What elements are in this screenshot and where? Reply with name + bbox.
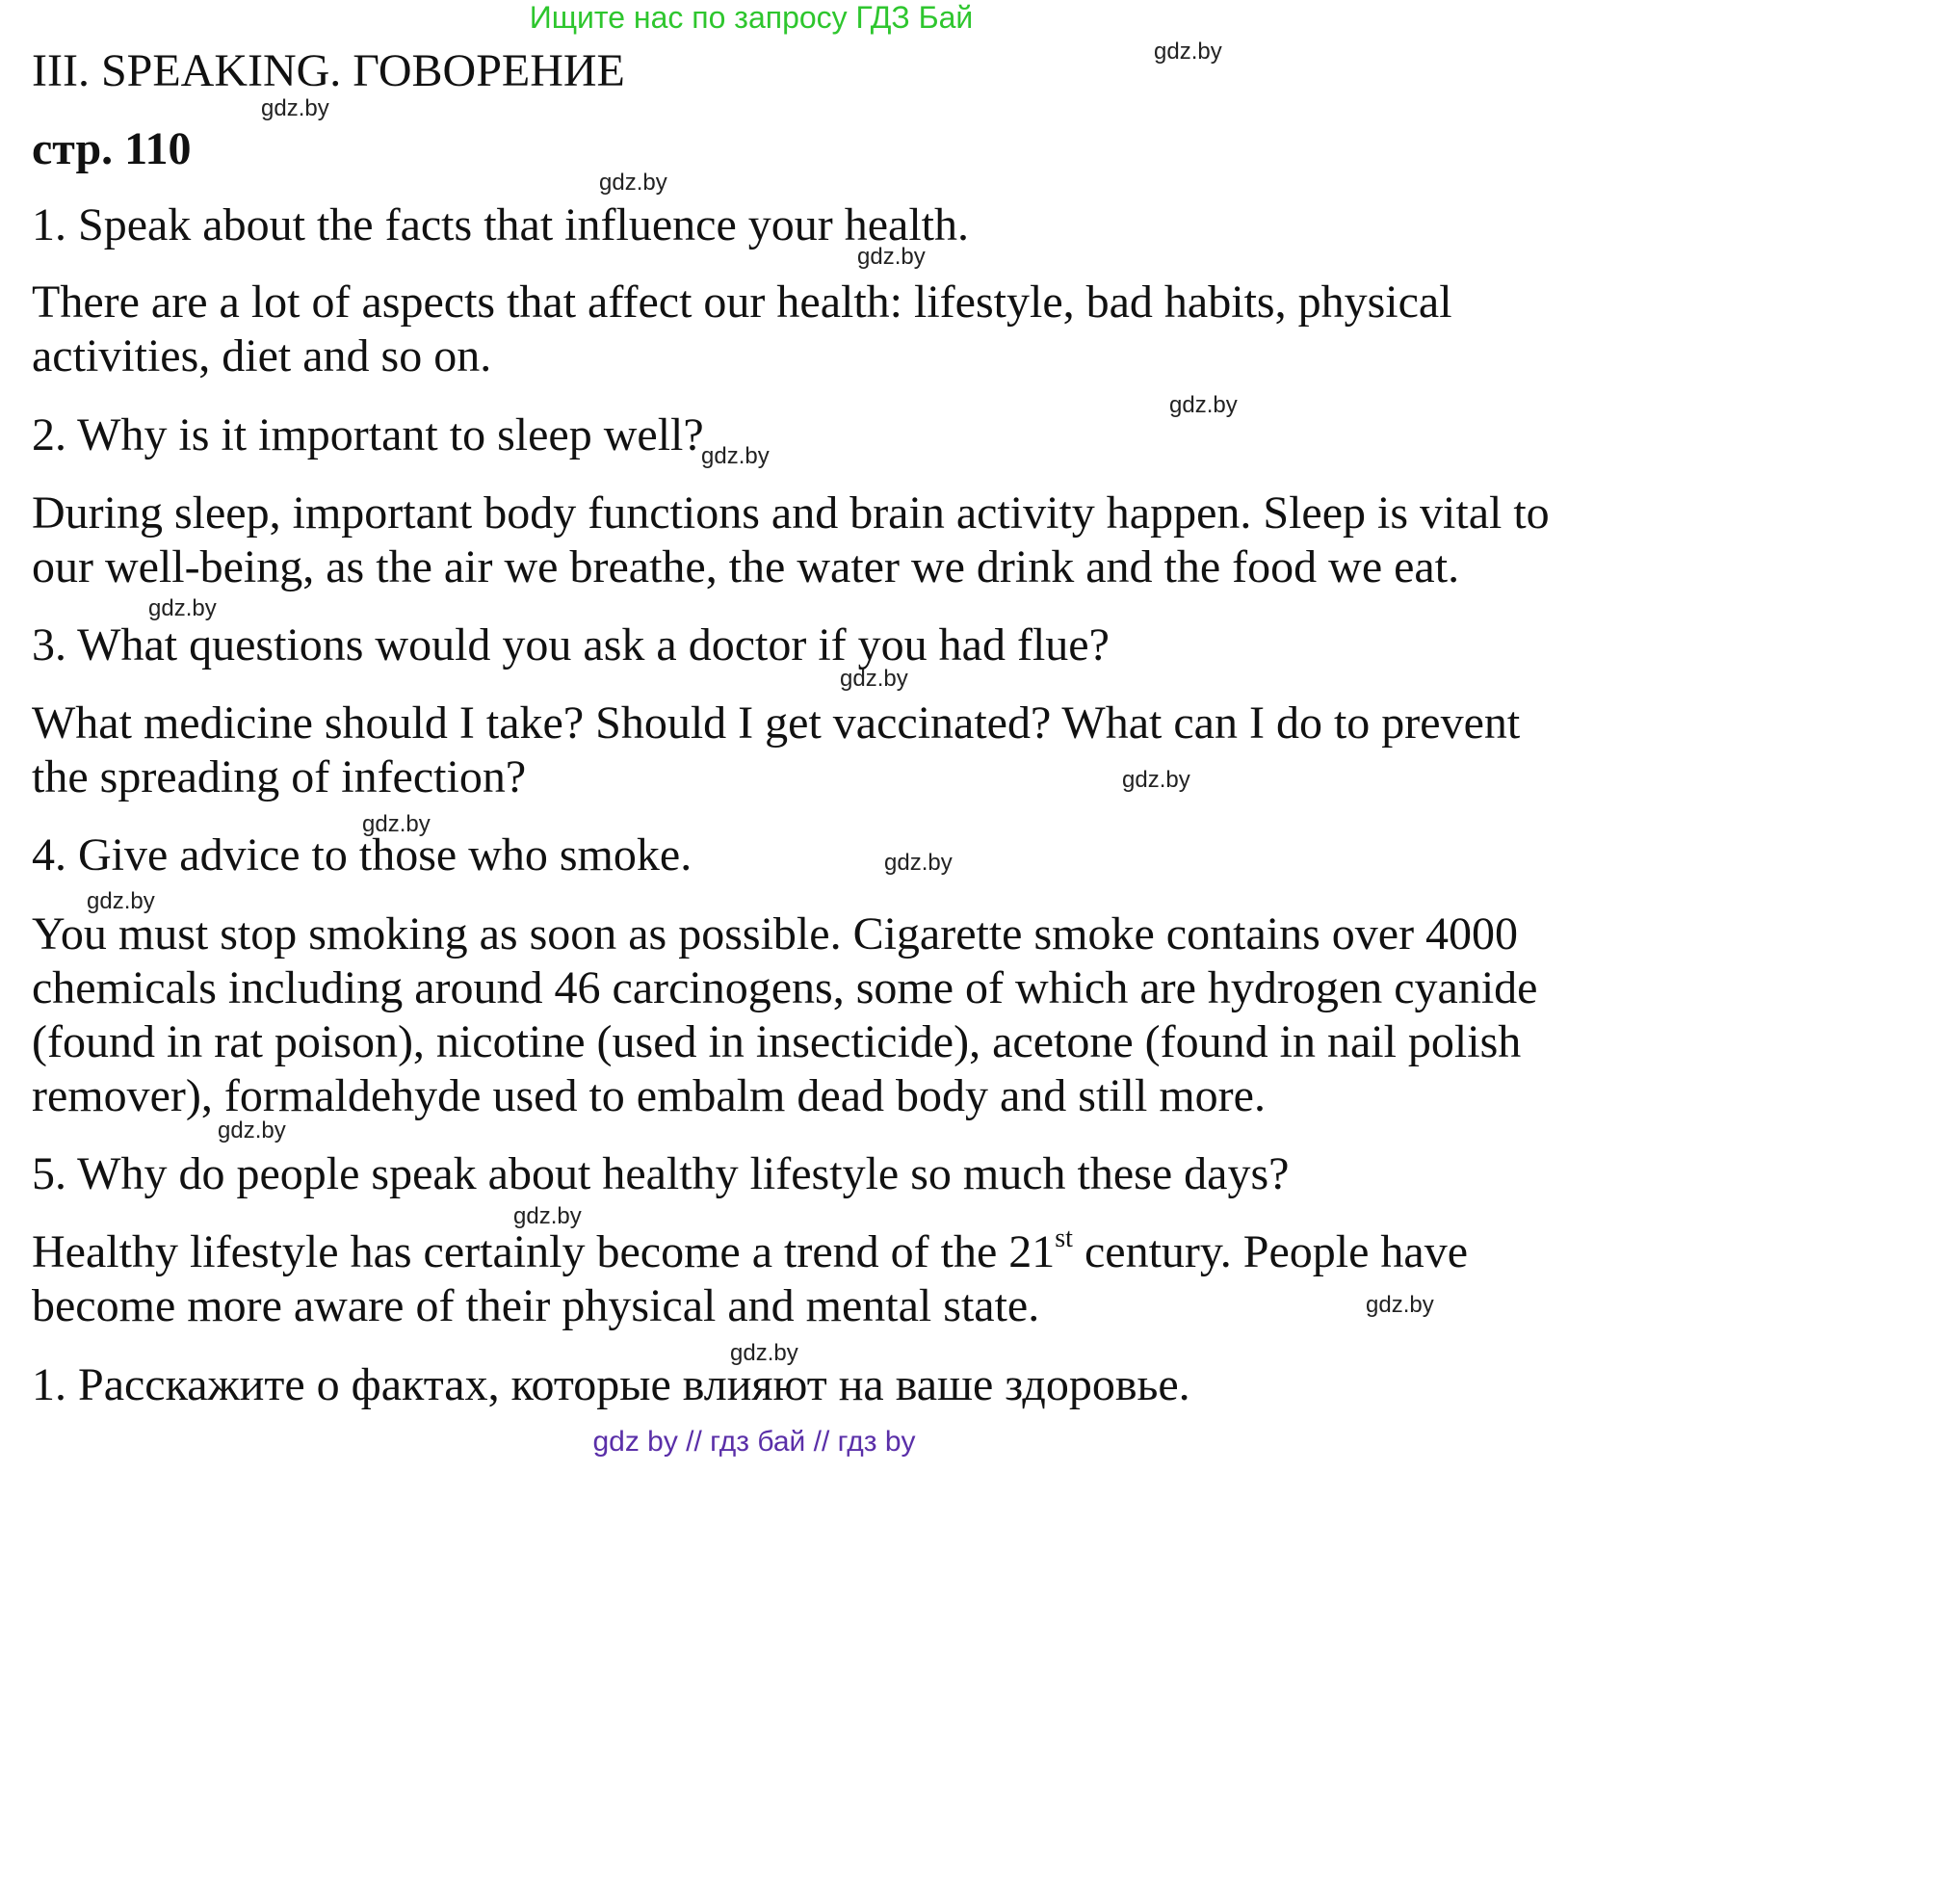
footer-watermark: gdz by // гдз бай // гдз by — [592, 1426, 916, 1458]
answer-4-line-2: chemicals including around 46 carcinogens, some of which are hydrogen cyanide — [32, 962, 1538, 1013]
section-title: III. SPEAKING. ГОВОРЕНИЕ — [32, 45, 625, 96]
watermark: gdz.by — [87, 888, 155, 914]
question-3: 3. What questions would you ask a doctor if you had flue? — [32, 619, 1110, 670]
watermark: gdz.by — [599, 170, 667, 196]
answer-1-line-1: There are a lot of aspects that affect our health: lifestyle, bad habits, physical — [32, 276, 1452, 328]
watermark: gdz.by — [730, 1340, 798, 1366]
watermark: gdz.by — [513, 1203, 582, 1229]
answer-3-line-1: What medicine should I take? Should I get vaccinated? What can I do to prevent — [32, 697, 1521, 749]
watermark: gdz.by — [362, 811, 431, 837]
answer-4-line-1: You must stop smoking as soon as possible. Cigarette smoke contains over 4000 — [32, 908, 1519, 960]
answer-4-line-3: (found in rat poison), nicotine (used in insecticide), acetone (found in nail polish — [32, 1016, 1522, 1067]
search-banner: Ищите нас по запросу ГДЗ Бай — [529, 0, 974, 35]
page-number: стр. 110 — [32, 123, 192, 174]
answer-5-line-1 — [32, 1225, 1468, 1279]
watermark: gdz.by — [1366, 1292, 1434, 1318]
ordinal-superscript: st — [1055, 1223, 1073, 1253]
answer-5-line-2: become more aware of their physical and mental state. — [32, 1280, 1040, 1331]
watermark: gdz.by — [1122, 767, 1190, 793]
answer-5-text-after: century. People have — [1072, 1226, 1469, 1277]
watermark: gdz.by — [840, 666, 908, 692]
watermark: gdz.by — [1154, 39, 1222, 65]
watermark: gdz.by — [1169, 392, 1238, 418]
answer-4-line-4: remover), formaldehyde used to embalm dead body and still more. — [32, 1070, 1266, 1121]
answer-1-line-2: activities, diet and so on. — [32, 330, 492, 381]
question-1: 1. Speak about the facts that influence your health. — [32, 199, 970, 250]
answer-5-text-before: Healthy lifestyle has certainly become a trend of the 21 — [32, 1226, 1056, 1277]
question-4: 4. Give advice to those who smoke. — [32, 829, 693, 881]
question-5: 5. Why do people speak about healthy lifestyle so much these days? — [32, 1148, 1290, 1199]
answer-2-line-1: During sleep, important body functions and brain activity happen. Sleep is vital to — [32, 487, 1550, 539]
watermark: gdz.by — [148, 595, 217, 621]
watermark: gdz.by — [218, 1117, 286, 1144]
watermark: gdz.by — [884, 850, 953, 876]
russian-question-1: 1. Расскажите о фактах, которые влияют на ваше здоровье. — [32, 1359, 1190, 1410]
answer-3-line-2: the spreading of infection? — [32, 751, 527, 802]
watermark: gdz.by — [261, 95, 329, 121]
watermark: gdz.by — [701, 443, 770, 469]
watermark: gdz.by — [857, 244, 926, 270]
question-2: 2. Why is it important to sleep well? — [32, 409, 704, 460]
answer-2-line-2: our well-being, as the air we breathe, the water we drink and the food we eat. — [32, 541, 1460, 592]
